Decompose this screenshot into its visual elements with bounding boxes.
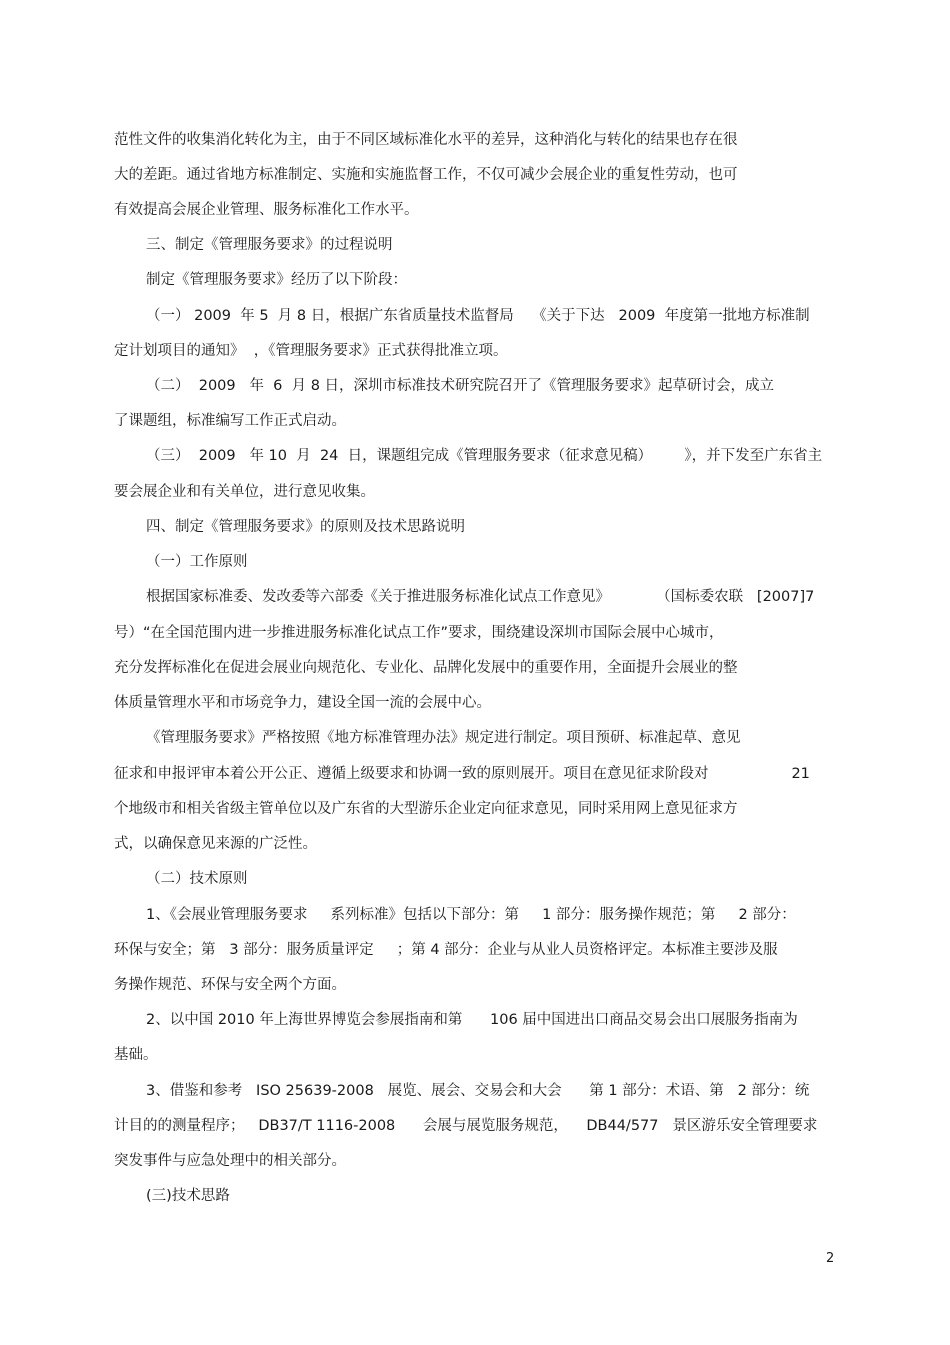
body-line: 计目的的测量程序； DB37/T 1116-2008 会展与展览服务规范， DB44/577 景区游乐安全管理要求	[114, 1118, 818, 1134]
body-line: 号）“在全国范围内进一步推进服务标准化试点工作”要求，围绕建设深圳市国际会展中心城市，	[114, 625, 724, 641]
body-line: 个地级市和相关省级主管单位以及广东省的大型游乐企业定向征求意见，同时采用网上意见征求方	[114, 801, 738, 817]
body-line: （二） 2009 年 6 月 8 日，深圳市标准技术研究院召开了《管理服务要求》起草研讨会，成立	[146, 378, 775, 394]
subsection-heading: （二）技术原则	[146, 871, 248, 887]
page-number: 2	[826, 1251, 835, 1266]
subsection-heading: (三)技术思路	[146, 1188, 230, 1204]
body-line: 2、以中国 2010 年上海世界博览会参展指南和第 106 届中国进出口商品交易会出口展服务指南为	[146, 1012, 798, 1028]
body-line: 征求和申报评审本着公开公正、遵循上级要求和协调一致的原则展开。项目在意见征求阶段对 21	[114, 766, 810, 782]
body-line: 范性文件的收集消化转化为主，由于不同区域标准化水平的差异，这种消化与转化的结果也存在很	[114, 132, 738, 148]
body-line: 式，以确保意见来源的广泛性。	[114, 836, 317, 852]
body-line: 制定《管理服务要求》经历了以下阶段：	[146, 272, 407, 288]
body-line: 大的差距。通过省地方标准制定、实施和实施监督工作，不仅可减少会展企业的重复性劳动，也可	[114, 167, 738, 183]
body-line: 了课题组，标准编写工作正式启动。	[114, 413, 346, 429]
body-line: 《管理服务要求》严格按照《地方标准管理办法》规定进行制定。项目预研、标准起草、意见	[146, 730, 741, 746]
section-heading: 三、制定《管理服务要求》的过程说明	[146, 237, 393, 253]
body-line: 定计划项目的通知》 ，《管理服务要求》正式获得批准立项。	[114, 343, 508, 359]
body-line: 有效提高会展企业管理、服务标准化工作水平。	[114, 202, 419, 218]
body-line: 突发事件与应急处理中的相关部分。	[114, 1153, 346, 1169]
body-line: 要会展企业和有关单位，进行意见收集。	[114, 484, 375, 500]
body-line: 基础。	[114, 1047, 158, 1063]
body-line: 3、借鉴和参考 ISO 25639-2008 展览、展会、交易会和大会 第 1 部分：术语、第 2 部分：统	[146, 1083, 810, 1099]
body-line: 充分发挥标准化在促进会展业向规范化、专业化、品牌化发展中的重要作用，全面提升会展业的整	[114, 660, 738, 676]
body-line: （三） 2009 年 10 月 24 日，课题组完成《管理服务要求（征求意见稿） 》，并下发至广东省主	[146, 448, 823, 464]
body-line: 根据国家标准委、发改委等六部委《关于推进服务标准化试点工作意见》 （国标委农联 [2007]7	[146, 589, 815, 605]
body-line: （一） 2009 年 5 月 8 日，根据广东省质量技术监督局 《关于下达 2009 年度第一批地方标准制	[146, 308, 810, 324]
subsection-heading: （一）工作原则	[146, 554, 248, 570]
body-line: 体质量管理水平和市场竞争力，建设全国一流的会展中心。	[114, 695, 491, 711]
body-line: 1、《会展业管理服务要求 系列标准》包括以下部分：第 1 部分：服务操作规范；第 2 部分：	[146, 907, 796, 923]
body-line: 环保与安全；第 3 部分：服务质量评定 ；第 4 部分：企业与从业人员资格评定。本标准主要涉及服	[114, 942, 778, 958]
body-line: 务操作规范、环保与安全两个方面。	[114, 977, 346, 993]
section-heading: 四、制定《管理服务要求》的原则及技术思路说明	[146, 519, 465, 535]
